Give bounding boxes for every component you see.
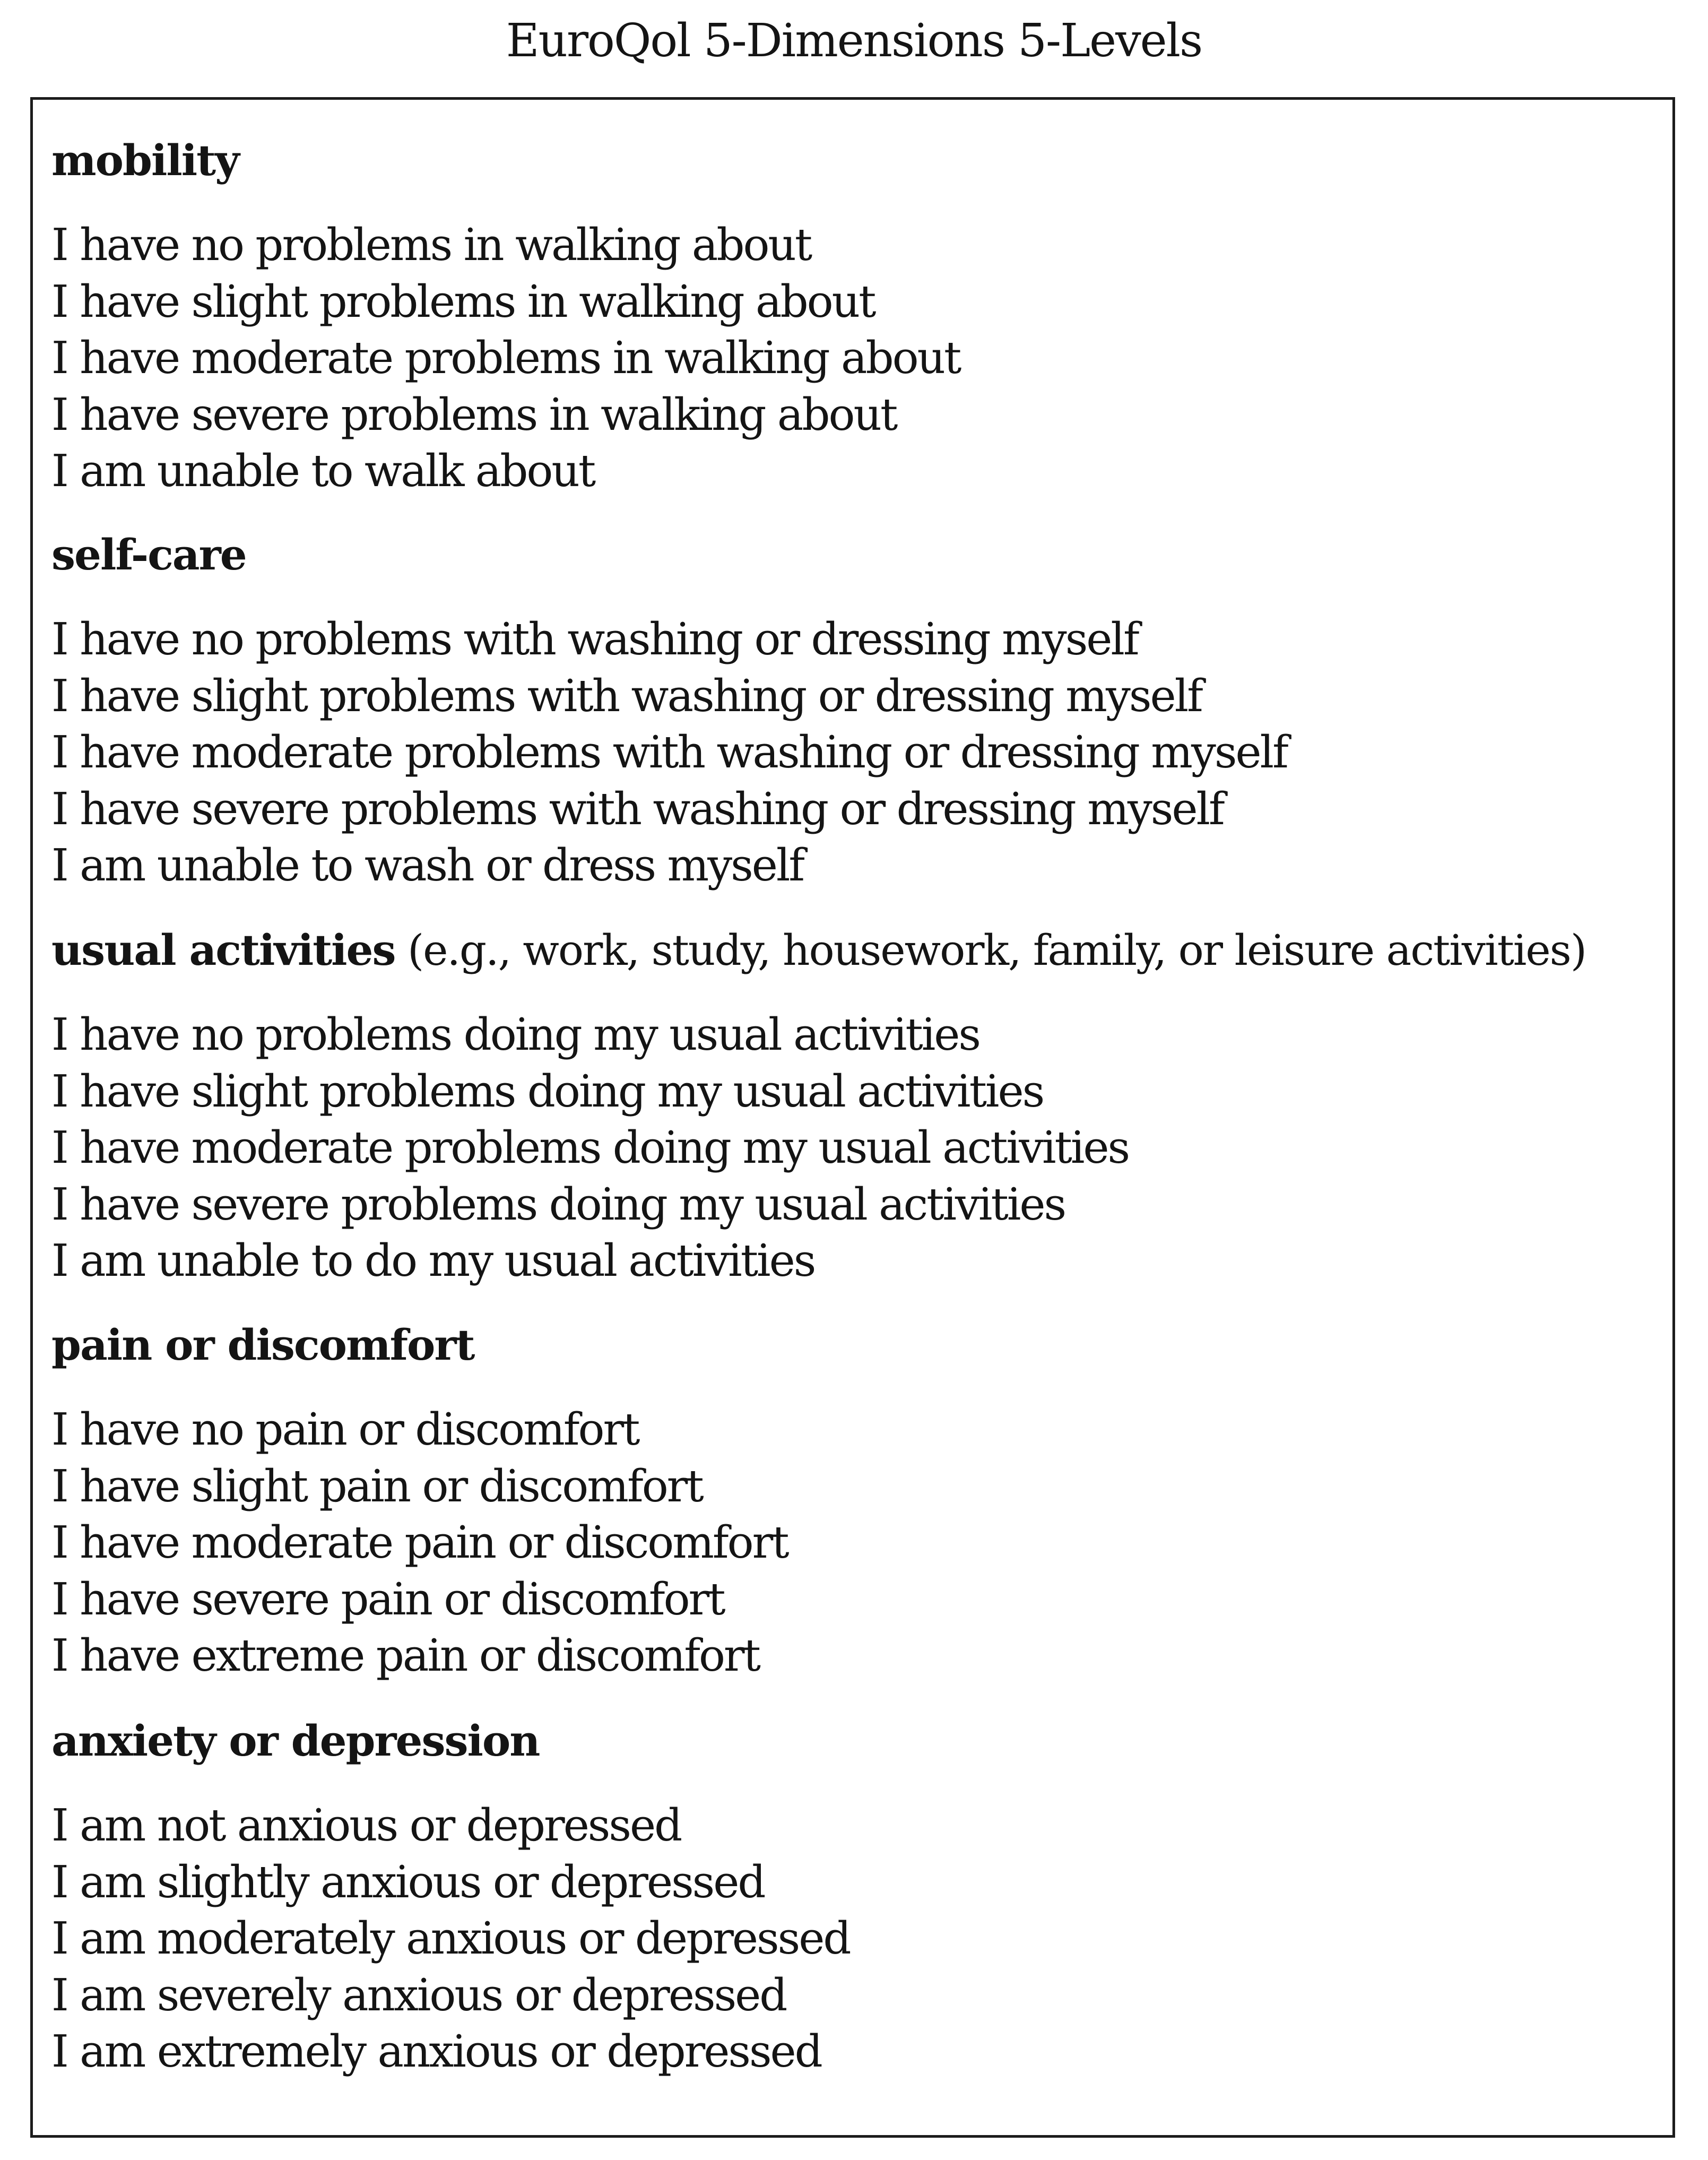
option-item: I am slightly anxious or depressed [51, 1856, 765, 1908]
option-item: I have moderate problems doing my usual activities [51, 1122, 1129, 1173]
option-item: I am not anxious or depressed [51, 1800, 681, 1851]
option-item: I have slight problems doing my usual activities [51, 1065, 1044, 1117]
document-title: EuroQol 5-Dimensions 5-Levels [506, 14, 1202, 67]
section-heading [51, 528, 1643, 582]
option-item: I have slight pain or discomfort [51, 1460, 703, 1512]
section-heading-label: usual activities [51, 925, 395, 975]
option-item: I am extremely anxious or depressed [51, 2026, 821, 2077]
option-list [51, 611, 1643, 894]
option-item: I have severe problems with washing or dressing myself [51, 783, 1224, 835]
option-list [51, 1402, 1643, 1684]
option-item: I have moderate problems in walking about [51, 332, 960, 384]
section-heading [51, 1318, 1643, 1372]
option-item: I have severe problems in walking about [51, 388, 897, 440]
option-item: I have moderate problems with washing or dressing myself [51, 727, 1287, 778]
section-heading-label: mobility [51, 135, 239, 185]
option-item: I am severely anxious or depressed [51, 1969, 786, 2021]
option-item: I have moderate pain or discomfort [51, 1517, 788, 1568]
section-usual-activities [51, 923, 1643, 1290]
option-item: I have no pain or discomfort [51, 1404, 639, 1455]
option-item: I have no problems with washing or dressing myself [51, 614, 1138, 665]
section-heading-label: self-care [51, 530, 246, 580]
section-heading [51, 134, 1643, 187]
section-heading-label: pain or discomfort [51, 1320, 474, 1370]
option-item: I have severe pain or discomfort [51, 1573, 724, 1625]
option-item: I have severe problems doing my usual activities [51, 1178, 1065, 1230]
option-item: I am unable to walk about [51, 445, 595, 497]
section-pain-or-discomfort [51, 1318, 1643, 1684]
option-item: I have no problems doing my usual activities [51, 1009, 979, 1060]
section-heading [51, 923, 1643, 977]
option-item: I have slight problems with washing or dressing myself [51, 670, 1202, 722]
section-anxiety-or-depression [51, 1714, 1643, 2080]
section-heading [51, 1714, 1643, 1768]
option-item: I have no problems in walking about [51, 219, 811, 271]
section-heading-label: anxiety or depression [51, 1716, 540, 1766]
option-item: I have slight problems in walking about [51, 275, 875, 327]
option-list [51, 1798, 1643, 2080]
option-item: I have extreme pain or discomfort [51, 1630, 759, 1681]
section-mobility [51, 134, 1643, 500]
option-item: I am unable to wash or dress myself [51, 840, 804, 891]
option-list [51, 217, 1643, 500]
option-item: I am moderately anxious or depressed [51, 1913, 850, 1964]
option-list [51, 1007, 1643, 1290]
section-heading-note: (e.g., work, study, housework, family, or leisure activities) [407, 926, 1586, 975]
section-self-care [51, 528, 1643, 894]
option-item: I am unable to do my usual activities [51, 1235, 815, 1286]
